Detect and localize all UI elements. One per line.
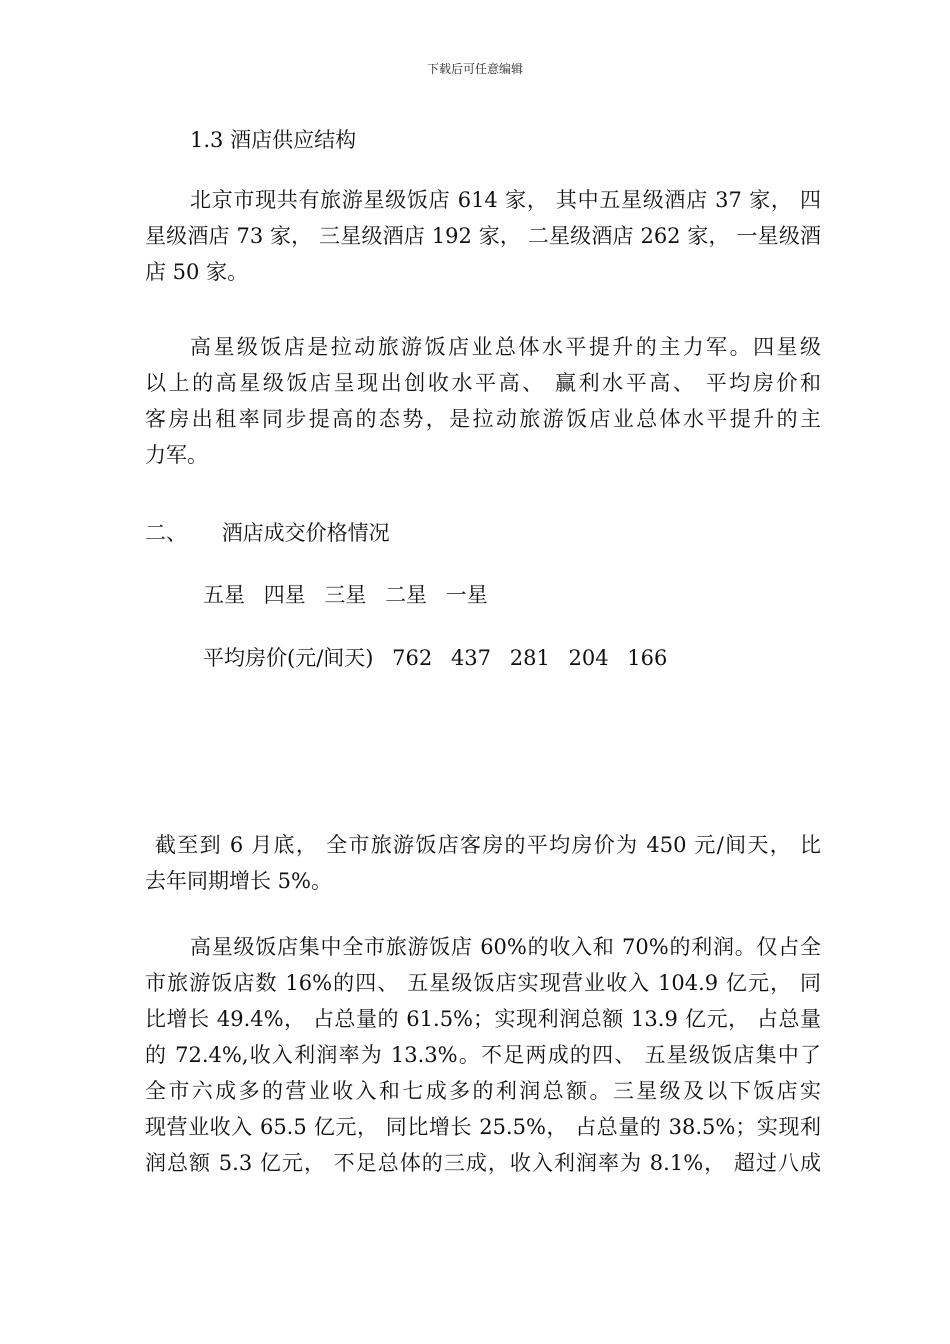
price-value: 166 [627, 646, 668, 670]
paragraph-line: 以上的高星级饭店呈现出创收水平高、 赢利水平高、 平均房价和 [145, 371, 821, 395]
paragraph-line: 高星级饭店集中全市旅游饭店 60%的收入和 70%的利润。仅占全 [190, 935, 821, 959]
paragraph-line: 高星级饭店是拉动旅游饭店业总体水平提升的主力军。四星级 [190, 335, 821, 359]
star-header: 一星 [445, 583, 488, 607]
star-header: 三星 [324, 583, 367, 607]
section-title: 酒店成交价格情况 [221, 521, 390, 545]
section-heading-1-3: 1.3 酒店供应结构 [190, 128, 357, 152]
paragraph-line: 比增长 49.4%， 占总量的 61.5%；实现利润总额 13.9 亿元， 占总量 [145, 1007, 821, 1031]
row-label: 平均房价(元/间天) [203, 646, 374, 670]
section-heading-2 [145, 515, 390, 551]
price-value: 204 [568, 646, 609, 670]
paragraph-high-star [145, 329, 821, 473]
paragraph-average-price [145, 827, 821, 899]
star-header: 四星 [263, 583, 306, 607]
paragraph-line: 截至到 6 月底， 全市旅游饭店客房的平均房价为 450 元/间天， 比 [155, 833, 821, 857]
paragraph-line: 店 50 家。 [145, 260, 249, 284]
paragraph-line: 的 72.4%,收入利润率为 13.3%。不足两成的四、 五星级饭店集中了 [145, 1043, 821, 1067]
paragraph-line: 现营业收入 65.5 亿元， 同比增长 25.5%， 占总量的 38.5%；实现利 [145, 1115, 821, 1139]
page-header: 下载后可任意编辑 [426, 62, 523, 76]
section-number: 二、 [145, 521, 187, 545]
paragraph-line: 润总额 5.3 亿元， 不足总体的三成，收入利润率为 8.1%， 超过八成 [145, 1151, 821, 1175]
paragraph-line: 去年同期增长 5%。 [145, 869, 332, 893]
paragraph-line: 力军。 [145, 443, 208, 467]
paragraph-line: 市旅游饭店数 16%的四、 五星级饭店实现营业收入 104.9 亿元， 同 [145, 971, 821, 995]
paragraph-line: 客房出租率同步提高的态势，是拉动旅游饭店业总体水平提升的主 [145, 407, 821, 431]
price-value: 762 [392, 646, 433, 670]
paragraph-line: 星级酒店 73 家， 三星级酒店 192 家， 二星级酒店 262 家， 一星级酒 [145, 224, 821, 248]
paragraph-supply [145, 182, 821, 290]
price-table-header-row [203, 577, 500, 613]
price-table-value-row [203, 640, 679, 676]
paragraph-revenue [145, 929, 821, 1181]
price-value: 437 [450, 646, 492, 670]
paragraph-line: 全市六成多的营业收入和七成多的利润总额。三星级及以下饭店实 [145, 1079, 821, 1103]
star-header: 二星 [385, 583, 428, 607]
paragraph-line: 北京市现共有旅游星级饭店 614 家， 其中五星级酒店 37 家， 四 [190, 188, 821, 212]
price-value: 281 [509, 646, 550, 670]
star-header: 五星 [203, 583, 245, 607]
